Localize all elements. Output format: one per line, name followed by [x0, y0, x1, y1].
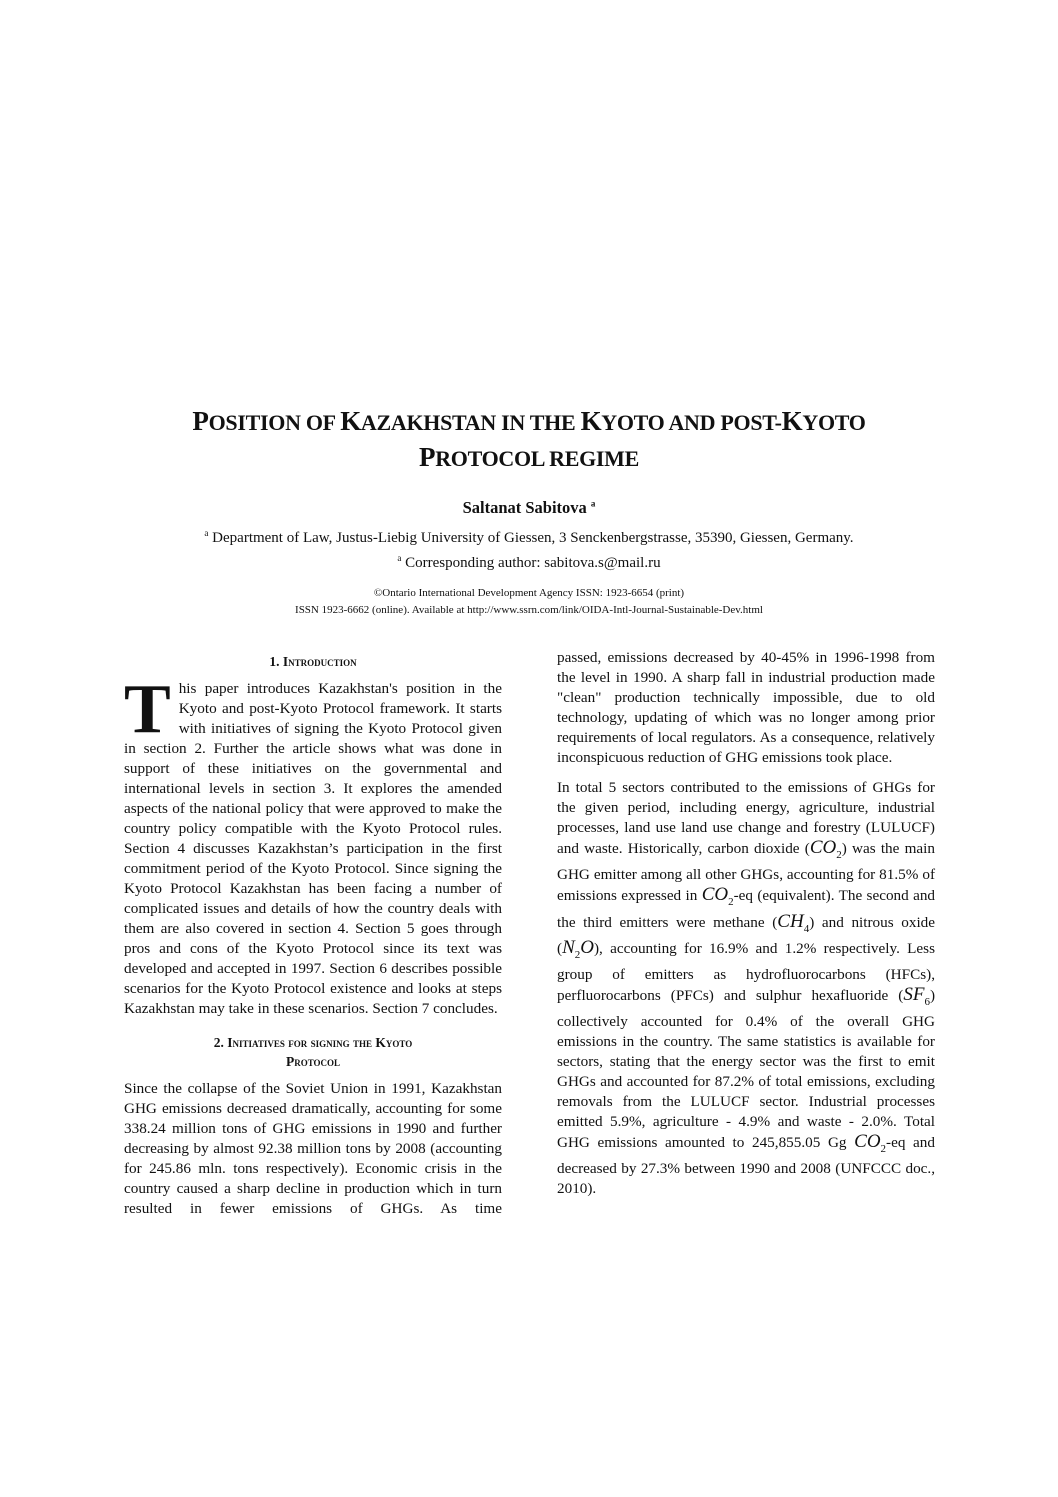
formula-co2: $CO_2$ — [809, 837, 842, 861]
author-name: Saltanat Sabitova $^a$ — [462, 498, 596, 517]
initiatives-paragraph-2: In total 5 sectors contributed to the emissions of GHGs for the given period, including energy, agriculture, industrial processes, land use land use change and forestry (LULUCF) and waste. Historically, carbon dioxide $(CO_2)$ was the main GHG emitter among all other GHGs, accounting for 81.5% of emissions expressed in $CO_2-eq$ (equivalent). The second and the third emitters were methane $(CH_4)$ and nitrous oxide $(N_2O)$, accounting for 16.9% and 1.2% respectively. Less group of emitters as hydrofluorocarbons (HFCs), perfluorocarbons (PFCs) and sulphur hexafluoride $(SF_6)$ collectively accounted for 0.4% of the overall GHG emissions in the country. The same statistics is available for sectors, stating that the energy sector was the first to emit GHGs and accounted for 87.2% of total emissions, excluding removals from the LULUCF sector. Industrial processes emitted 5.9%, agriculture - 4.9% and waste - 2.0%. Total GHG emissions amounted to 245,855.05 Gg $CO_2-eq$ and decreased by 27.3% between 1990 and 2008 (UNFCCC doc., 2010). — [557, 779, 936, 1197]
drop-cap: T — [124, 671, 171, 748]
formula-sf6: $SF_6$ — [903, 984, 930, 1008]
affiliation-line: $^a$ Department of Law, Justus-Liebig University of Giessen, 3 Senckenbergstrasse, 35390, Giessen, Germany. — [204, 528, 854, 546]
formula-co2: $CO_2$ — [701, 883, 734, 908]
initiatives-paragraph-1-continued: passed, emissions decreased by 40-45% in 1996-1998 from the level in 1990. A sharp fall in industrial production made "clean" production technically impossible, due to old technology, updating of which was no longer among prior requirements of local regulators. As a consequence, relatively inconspicuous reduction of GHG emissions took place. — [557, 649, 935, 766]
corresponding-author: $^a$ Corresponding author: sabitova.s@mail.ru — [397, 553, 661, 571]
left-column — [124, 648, 502, 1219]
intro-paragraph: This paper introduces Kazakhstan's position in the Kyoto and post-Kyoto Protocol framework. It starts with initiatives of signing the Kyoto Protocol given in section 2. Further the article shows what was done in support of these initiatives on the governmental and international levels in section 3. It explores the amended aspects of the national policy that were approved to make the country policy compatible with the Kyoto Protocol rules. Section 4 discusses Kazakhstan’s participation in the first commitment period of the Kyoto Protocol. Since signing the Kyoto Protocol Kazakhstan has been facing a number of complicated issues and details of how the country deals with them are also covered in section 4. Section 5 goes through pros and cons of the Kyoto Protocol since its text was developed and accepted in 1997. Section 6 describes possible scenarios for the Kyoto Protocol existence and looks at steps Kazakhstan may take in these scenarios. Section 7 concludes. — [124, 671, 502, 1017]
section-heading-initiatives: 2. Initiatives for signing the Kyoto Protocol — [213, 1035, 413, 1069]
formula-ch4: $CH_4$ — [777, 910, 810, 935]
initiatives-paragraph-1: Since the collapse of the Soviet Union in 1991, Kazakhstan GHG emissions decreased dramatically, accounting for some 338.24 million tons of GHG emissions in 1990 and further decreasing by almost 92.38 million tons by 2008 (accounting for 245.86 mln. tons respectively). Economic crisis in the country caused a sharp decline in production which in turn resulted in fewer emissions of GHGs. As time — [124, 1080, 502, 1217]
formula-n2o: $N_2O$ — [562, 937, 594, 962]
right-column — [557, 648, 935, 1199]
publication-line-1: ©Ontario International Development Agency ISSN: 1923-6654 (print) — [373, 587, 685, 599]
section-heading-introduction: 1. Introduction — [269, 654, 357, 669]
paper-title — [0, 404, 1058, 476]
publication-line-2: ISSN 1923-6662 (online). Available at http://www.ssrn.com/link/OIDA-Intl-Journal-Sustainable-Dev.html — [295, 604, 763, 616]
formula-co2: $CO_2$ — [854, 1130, 887, 1155]
publication-info — [0, 585, 1058, 619]
author-affiliation — [0, 523, 1058, 573]
title-line-1: POSITION OF KAZAKHSTAN IN THE KYOTO AND POST-KYOTO — [192, 406, 866, 436]
title-line-2: PROTOCOL REGIME — [418, 442, 640, 472]
